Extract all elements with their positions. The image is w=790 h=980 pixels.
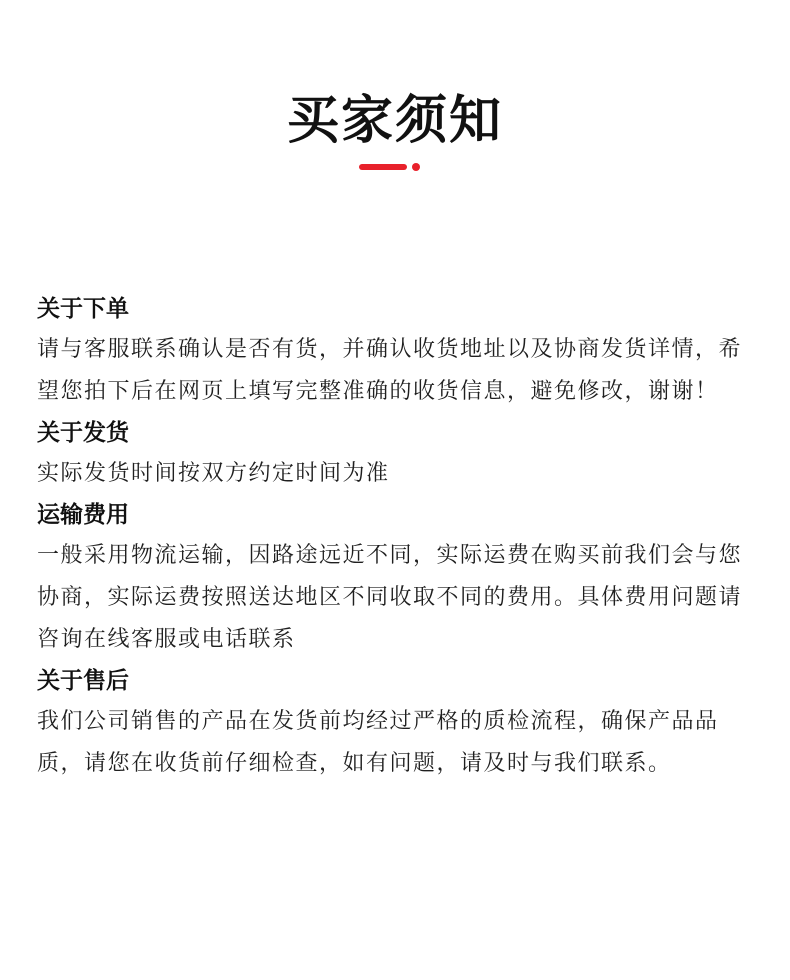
section-heading: 关于下单 [37,296,129,322]
section-shipping [37,413,753,495]
section-transport-fees [37,495,753,661]
section-heading: 运输费用 [37,502,129,528]
section-body: 实际发货时间按双方约定时间为准 [37,461,390,486]
notice-content [37,289,753,785]
underline-dot [412,163,420,171]
section-after-sales [37,661,753,785]
section-body: 请与客服联系确认是否有货，并确认收货地址以及协商发货详情，希望您拍下后在网页上填写完整准确的收货信息，避免修改，谢谢！ [37,337,743,404]
section-ordering [37,289,753,413]
section-heading: 关于发货 [37,420,129,446]
section-heading: 关于售后 [37,668,129,694]
title-underline-decoration [359,163,421,171]
underline-bar [359,164,407,170]
section-body: 我们公司销售的产品在发货前均经过严格的质检流程，确保产品品质，请您在收货前仔细检查，如有问题，请及时与我们联系。 [37,709,719,776]
page-title: 买家须知 [286,91,503,151]
section-body: 一般采用物流运输，因路途远近不同，实际运费在购买前我们会与您协商，实际运费按照送达地区不同收取不同的费用。具体费用问题请咨询在线客服或电话联系 [37,543,743,652]
